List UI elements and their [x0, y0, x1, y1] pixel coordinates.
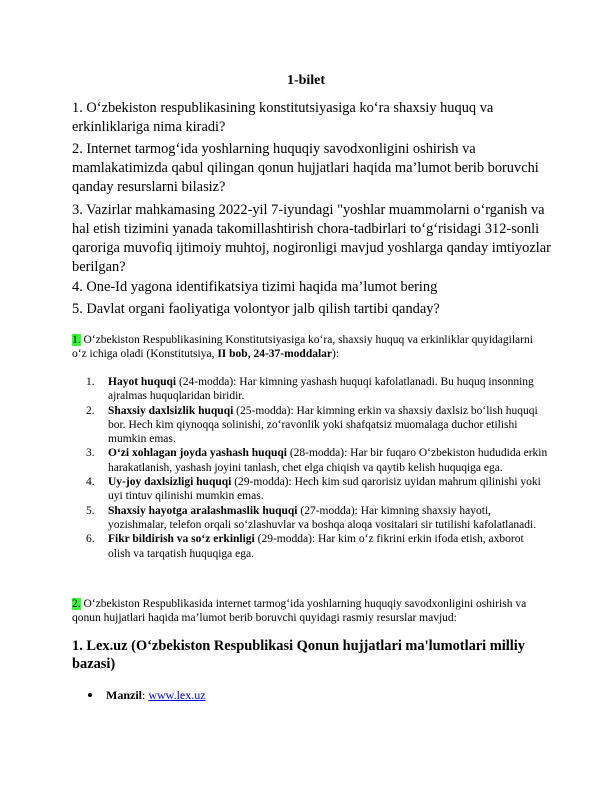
answer-2-marker: 2.: [72, 598, 81, 610]
list-item: 2. Shaxsiy daxlsizlik huquqi (25-modda): Har kimning erkin va shaxsiy daxlsiz bo‘lish huquqi bor. Hech kim qiynoqqa solinishi, zo‘ravonlik yoki shafqatsiz muomalaga duchor etilishi mumkin emas.: [86, 404, 538, 446]
answer-1-marker: 1.: [72, 334, 81, 346]
list-item: 1. Hayot huquqi (24-modda): Har kimning yashash huquqi kafolatlanadi. Bu huquq insonning ajralmas huquqlaridan biridir.: [86, 376, 534, 403]
list-item: 6. Fikr bildirish va so‘z erkinligi (29-modda): Har kim o‘z fikrini erkin ifoda etish, axborot olish va tarqatish huquqiga ega.: [86, 533, 524, 560]
bullet-icon: [88, 693, 92, 697]
list-item: 3. O‘zi xohlagan joyda yashash huquqi (28-modda): Har bir fuqaro O‘zbekiston hududida erkin harakatlanish, yashash joyini tanlash, chet elga chiqish va qaytib kelish huquqiga ega.: [86, 447, 548, 474]
question-3: 3. Vazirlar mahkamasing 2022-yil 7-iyundagi "yoshlar muammolarni o‘rganish va hal etish tizimini yanada takomillashtirish chora-tadbirlari to‘g‘risidagi 312-sonli qaroriga muvofiq ijtimoiy muhtoj, nogironligi mavjud yoshlarga qanday imtiyozlar berilgan?: [72, 202, 551, 275]
answer-2-intro: 2. O‘zbekiston Respublikasida internet tarmog‘ida yoshlarning huquqiy savodxonligini oshirish va qonun hujjatlari haqida ma’lumot berib boruvchi quyidagi rasmiy resurslar mavjud:: [72, 598, 527, 625]
question-2: 2. Internet tarmog‘ida yoshlarning huquqiy savodxonligini oshirish va mamlakatimizda qabul qilingan qonun hujjatlari haqida ma’lumot berib boruvchi qanday resurslarni bilasiz?: [72, 141, 539, 195]
resource-address: Manzil: www.lex.uz: [88, 688, 206, 703]
list-item: 5. Shaxsiy hayotga aralashmaslik huquqi (27-modda): Har kimning shaxsiy hayoti, yozishmalar, telefon orqali so‘zlashuvlar va boshqa aloqa vositalari sir tutilishi kafolatlanadi.: [86, 504, 537, 531]
question-5: 5. Davlat organi faoliyatiga volontyor jalb qilish tartibi qanday?: [72, 301, 440, 317]
answer-1-intro: 1. O‘zbekiston Respublikasining Konstitutsiyasiga ko‘ra, shaxsiy huquq va erkinliklar quyidagilarni o‘z ichiga oladi (Konstitutsiya, II bob, 24-37-moddalar):: [72, 334, 533, 361]
question-4: 4. One-Id yagona identifikatsiya tizimi haqida ma’lumot bering: [72, 279, 438, 295]
list-item: 4. Uy-joy daxlsizligi huquqi (29-modda): Hech kim sud qarorisiz uyidan mahrum qilinishi yoki uyi tintuv qilinishi mumkin emas.: [86, 476, 541, 503]
ticket-title: 1-bilet: [286, 73, 326, 88]
question-1: 1. O‘zbekiston respublikasining konstitutsiyasiga ko‘ra shaxsiy huquq va erkinliklariga nima kiradi?: [72, 100, 494, 135]
resource-heading: 1. Lex.uz (O‘zbekiston Respublikasi Qonun hujjatlari ma'lumotlari milliy bazasi): [72, 638, 525, 672]
rights-list: [72, 375, 548, 561]
lex-uz-link[interactable]: www.lex.uz: [148, 688, 206, 702]
